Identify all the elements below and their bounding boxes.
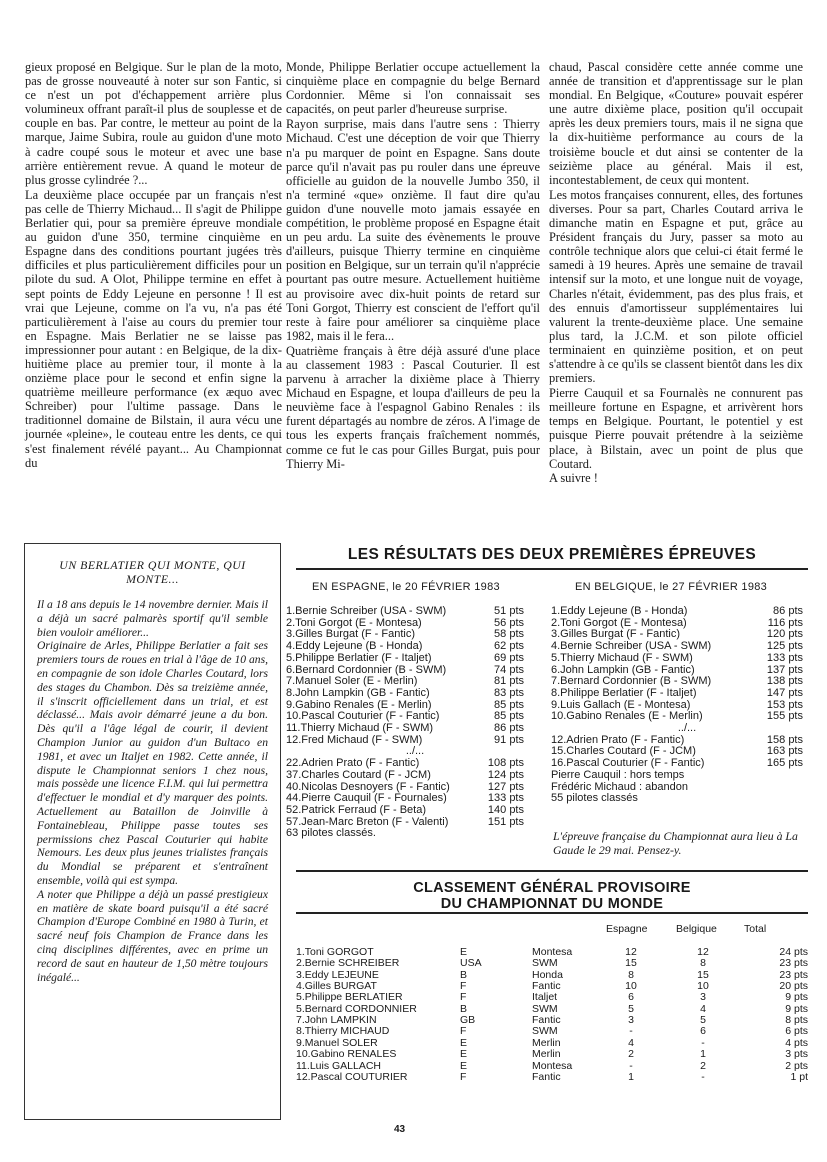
result-row [551,688,803,700]
result-points: 125 pts [766,640,803,653]
standing-rider: 9.Manuel SOLER [296,1036,378,1049]
result-points: 124 pts [487,768,524,781]
result-rider: 6.John Lampkin (GB - Fantic) [551,663,695,676]
standing-nation: E [460,1036,468,1049]
result-rider: 11.Thierry Michaud (F - SWM) [286,722,434,735]
result-rider: 10.Gabino Renales (E - Merlin) [551,710,703,723]
standing-nation: B [460,968,468,981]
article-paragraph: A suivre ! [549,470,598,485]
result-points: 81 pts [494,675,524,688]
header-total: Total [744,923,767,935]
standing-nation: F [460,1025,467,1038]
standing-rider: 2.Bernie SCHREIBER [296,957,400,970]
result-rider: 4.Eddy Lejeune (B - Honda) [286,640,423,653]
standing-belgium: 10 [697,980,709,993]
standing-nation: F [460,991,467,1004]
standing-nation: USA [460,957,482,970]
result-rider: 15.Charles Coutard (F - JCM) [551,745,696,758]
article-paragraph: La deuxième place occupée par un français n'est pas celle de Thierry Michaud... Il s'agit de Philippe Berlatier qui, pour sa première épreuve mondiale au guidon d'une 350, termine cinquième en Espagne dans des conditions pourtant jugées très difficiles et plus particulièrement difficiles pour un pilote du sud. A Olot, Philippe termine en effet à sept points de Eddy Lejeune en personne ! Il est vrai que Lejeune, comme on l'a vu, n'a pas été particulièrement à l'aise au cours du premier tour en Espagne. Mais Berlatier ne se laisse pas impressionner pour autant : en Belgique, de la dix-huitième place au premier tour, il monte à la onzième place pour le second et enfin signe la quatrième meilleure performance (ex æquo avec Schreiber) pour l'ultime passage. Dans le traditionnel domaine de Bilstain, il aura vécu une journée «pleine», le couteau entre les dents, ce qui s'est finalement révélé payant... Au Championnat du [25,187,282,470]
standing-make: Montesa [532,946,573,958]
result-row [286,688,524,700]
standing-total: 8 pts [785,1014,808,1027]
result-rider: 1.Eddy Lejeune (B - Honda) [551,605,688,617]
standing-belgium: 15 [697,968,709,981]
result-points: 165 pts [766,757,803,770]
result-points: 56 pts [494,616,524,629]
header-spain: Espagne [606,923,648,935]
standing-row [296,1071,808,1083]
result-rider: 44.Pierre Cauquil (F - Fournales) [286,792,447,805]
article-paragraph: gieux proposé en Belgique. Sur le plan de la moto, pas de grosse nouveauté à noter sur son Fantic, si ce n'est un pot d'échappement arrière plus volumineux offrant paraît-il plus de souplesse et de couple en bas. Par contre, le metteur au point de la marque, Jaime Subira, roule au guidon d'une moto à cadre coupé sous le moteur et avec une base arrière entièrement revue. A quand le moteur de plus grosse cylindrée ?... [25,60,282,187]
result-rider: 5.Thierry Michaud (F - SWM) [551,651,693,664]
standing-rider: 1.Toni GORGOT [296,946,374,958]
article-paragraph: Quatrième français à être déjà assuré d'une place au classement 1983 : Pascal Couturier. Il est parvenu à arracher la dixième place à Thierry Michaud en Espagne, et loupa d'ailleurs de peu la neuvième face à l'espagnol Gabino Renales : ils furent départagés au nombre de zéros. A l'image de tous les experts français fraîchement nommés, comme ce fut le cas pour Gilles Burgat, puis pour Thierry Mi- [286,343,540,471]
result-rider: 8.Philippe Berlatier (F - Italjet) [551,686,697,699]
result-rider: 3.Gilles Burgat (F - Fantic) [551,628,680,641]
result-rider: 37.Charles Coutard (F - JCM) [286,768,431,781]
standing-spain: 1 [628,1070,634,1083]
standing-belgium: 6 [700,1025,706,1038]
header-belgium: Belgique [676,923,717,935]
result-points: 163 pts [766,745,803,758]
result-rider: 1.Bernie Schreiber (USA - SWM) [286,605,447,617]
result-points: 153 pts [766,698,803,711]
standing-total: 1 pt [790,1070,808,1083]
standing-make: Merlin [532,1048,561,1061]
standing-nation: E [460,1048,468,1061]
standing-make: SWM [532,1002,558,1015]
result-row [286,653,524,665]
result-row [551,711,803,723]
standing-make: SWM [532,1025,558,1038]
standing-spain: 3 [628,1014,634,1027]
standings-title-line2: DU CHAMPIONNAT DU MONDE [440,896,664,912]
result-rider: 16.Pascal Couturier (F - Fantic) [551,757,705,770]
standing-nation: E [460,1059,468,1072]
standing-belgium: - [701,1070,705,1083]
standing-nation: F [460,1070,467,1083]
standing-make: Merlin [532,1036,561,1049]
page-number: 43 [394,1124,406,1135]
standing-total: 3 pts [785,1048,808,1061]
standing-spain: - [629,1025,633,1038]
sidebar-paragraph: Originaire de Arles, Philippe Berlatier a fait ses premiers tours de roues en trial à l'âge de 10 ans, en compagnie de son idole Charles Coutard, lors des stages du Chambon. Dès sa treizième année, il s'inscrit officiellement dans un trial, et est déclassé... Mais avoir démarré jeune a du bon. Dès qu'il a l'âge légal de courir, il devient Champion Junior au guidon d'un Bultaco en 1981, et avec un Italjet en 1982. Cette année, il dispute le Championnat seniors 1 chez nous, mais possède une licence F.I.M. qui lui permettra d'effectuer le mondial et d'y marquer des points. Actuellement au Bataillon de Joinville à Fontainebleau, Philippe passe toutes ses permissions chez Pascal Couturier qui habite Nemours. Les deux plus jeunes trialistes français du Mondial se préparent et s'entraînent ensemble, voilà qui est sympa. [37,639,268,887]
result-rider: 5.Philippe Berlatier (F - Italjet) [286,651,432,664]
result-rider: 52.Patrick Ferraud (F - Beta) [286,803,426,816]
standing-spain: 6 [628,991,634,1004]
result-points: 74 pts [494,663,524,676]
result-row [286,606,524,618]
sidebar-paragraph: A noter que Philippe a déjà un passé prestigieux en matière de skate board puisqu'il a été sacré Champion d'Europe Combiné en 1980 à Turin, et sacré neuf fois Champion de France dans les cinq disciplines différentes, avec en prime un record de saut en hauteur de 1,50 mètre toujours inégalé... [37,887,268,984]
standing-row [296,1060,808,1072]
standing-row [296,991,808,1003]
sidebar-paragraph: Il a 18 ans depuis le 14 novembre dernier. Mais il a déjà un sacré palmarès sportif qu'il semble bien vouloir améliorer... [37,598,268,639]
standing-make: Fantic [532,1070,561,1083]
standings-title [296,880,808,912]
result-points: 86 pts [773,605,803,617]
result-row [551,606,803,618]
standing-total: 23 pts [779,957,808,970]
sidebar-box [24,543,281,1120]
standing-total: 2 pts [785,1059,808,1072]
result-points: 140 pts [487,803,524,816]
standing-spain: 10 [625,980,637,993]
belgium-heading: EN BELGIQUE, le 27 FÉVRIER 1983 [575,581,768,593]
result-note: Frédéric Michaud : abandon [551,780,688,793]
standing-make: Honda [532,968,563,981]
article-paragraph: chaud, Pascal considère cette année comme une année de transition et d'apprentissage sur le plan mondial. En Belgique, «Couture» pouvait espérer une autre dixième place, position qu'il occupait après les deux premiers tours, mais il ne signa que la dix-huitième performance au cours de la troisième boucle et dut ainsi se contenter de la seizième place au général. Mais il est, incontestablement, de ceux qui montent. [549,60,803,187]
results-footnote: L'épreuve française du Championnat aura lieu à La Gaude le 29 mai. Pensez-y. [553,829,798,857]
result-points: 137 pts [766,663,803,676]
standing-spain: 5 [628,1002,634,1015]
result-points: 138 pts [766,675,803,688]
standing-row [296,1037,808,1049]
standing-row [296,969,808,981]
result-points: 158 pts [766,733,803,746]
standing-row [296,1003,808,1015]
result-rider: 10.Pascal Couturier (F - Fantic) [286,710,440,723]
results-divider [296,568,808,570]
standing-row [296,957,808,969]
standing-rider: 4.Gilles BURGAT [296,980,377,993]
result-rider: 12.Fred Michaud (F - SWM) [286,733,423,746]
standing-row [296,946,808,958]
result-points: 133 pts [487,792,524,805]
standing-spain: 12 [625,946,637,958]
standing-rider: 10.Gabino RENALES [296,1048,397,1061]
result-points: 120 pts [766,628,803,641]
standing-rider: 7.John LAMPKIN [296,1014,377,1027]
result-points: 133 pts [766,651,803,664]
standing-spain: 4 [628,1036,634,1049]
result-rider: 4.Bernie Schreiber (USA - SWM) [551,640,712,653]
result-rider: 2.Toni Gorgot (E - Montesa) [551,616,687,629]
result-points: 116 pts [767,616,803,629]
result-points: 155 pts [766,710,803,723]
result-points: 108 pts [487,757,524,770]
result-points: 69 pts [494,651,524,664]
result-points: 91 pts [494,733,524,746]
standing-total: 24 pts [779,946,808,958]
standing-belgium: 4 [700,1002,706,1015]
standing-spain: - [629,1059,633,1072]
result-points: 85 pts [494,710,524,723]
article-paragraph: Pierre Cauquil et sa Fournalès ne connurent pas meilleure fortune en Espagne, et arrivèrent hors temps en Belgique. Pourtant, le potentiel y est puisque Pierre pouvait prétendre à la seizième place, à Bilstain, avec un point de plus que Coutard. [549,386,803,471]
standing-make: SWM [532,957,558,970]
article-paragraph: Monde, Philippe Berlatier occupe actuellement la cinquième place en compagnie du belge Bernard Cordonnier. Même si l'on connaissait ses capacités, on peut parler d'heureuse surprise. [286,60,540,117]
article-column-1 [25,60,282,470]
standing-rider: 11.Luis GALLACH [296,1059,382,1072]
standing-rider: 5.Bernard CORDONNIER [296,1002,417,1015]
result-rider: 9.Gabino Renales (E - Merlin) [286,698,432,711]
standing-make: Fantic [532,980,561,993]
results-title: LES RÉSULTATS DES DEUX PREMIÈRES ÉPREUVES [347,546,757,563]
standing-total: 9 pts [785,1002,808,1015]
standing-total: 9 pts [785,991,808,1004]
standing-belgium: 1 [700,1048,706,1061]
result-points: 51 pts [494,605,524,617]
result-rider: 3.Gilles Burgat (F - Fantic) [286,628,415,641]
standing-belgium: 2 [700,1059,706,1072]
standing-belgium: 12 [697,946,709,958]
standing-make: Fantic [532,1014,561,1027]
standing-rider: 3.Eddy LEJEUNE [296,968,379,981]
standing-belgium: 8 [700,957,706,970]
result-row [551,653,803,665]
standing-total: 6 pts [785,1025,808,1038]
standing-belgium: 5 [700,1014,706,1027]
standing-total: 23 pts [779,968,808,981]
article-paragraph: Les motos françaises connurent, elles, des fortunes diverses. Pour sa part, Charles Coutard arriva le dimanche matin en Espagne et put, grâce au Président français du Jury, passer sa moto au contrôle technique alors que celui-ci était fermé le samedi à 19 heures. Après une semaine de travail intensif sur la moto, et une longue nuit de voyage, Charles n'était, évidemment, pas des plus frais, et des ennuis d'amortisseur supplémentaires lui valurent la trente-deuxième place. Une semaine plus tard, la J.C.M. et son pilote officiel terminaient en quinzième position, et on peut s'attendre à ce qu'ils se classent bientôt dans les dix premiers. [549,187,803,386]
standing-row [296,1025,808,1037]
result-points: 83 pts [494,686,524,699]
result-rider: 7.Bernard Cordonnier (B - SWM) [551,675,712,688]
article-column-3 [549,60,803,485]
standing-row [296,1048,808,1060]
standing-nation: GB [460,1014,476,1027]
standings-title-underline [296,912,808,914]
standing-nation: F [460,980,467,993]
standing-spain: 2 [628,1048,634,1061]
spain-heading: EN ESPAGNE, le 20 FÉVRIER 1983 [312,581,500,593]
result-points: 151 pts [487,815,524,828]
standing-belgium: 3 [700,991,706,1004]
result-rider: 8.John Lampkin (GB - Fantic) [286,686,430,699]
result-rider: 57.Jean-Marc Breton (F - Valenti) [286,815,449,828]
result-points: 58 pts [494,628,524,641]
standing-row [296,980,808,992]
standing-total: 4 pts [785,1036,808,1049]
standing-row [296,1014,808,1026]
result-points: 62 pts [494,640,524,653]
result-rider: 6.Bernard Cordonnier (B - SWM) [286,663,447,676]
result-points: 86 pts [494,722,524,735]
spain-results-list [286,606,524,840]
standing-rider: 5.Philippe BERLATIER [296,991,403,1004]
standing-make: Montesa [532,1059,573,1072]
result-row [286,723,524,735]
standing-nation: E [460,946,468,958]
result-row [286,735,524,747]
result-row [286,805,524,817]
standing-belgium: - [701,1036,705,1049]
result-note: 55 pilotes classés [551,792,638,805]
result-rider: 9.Luis Gallach (E - Montesa) [551,698,691,711]
result-rider: 12.Adrien Prato (F - Fantic) [551,733,685,746]
standings-divider [296,870,808,872]
result-rider: 40.Nicolas Desnoyers (F - Fantic) [286,780,450,793]
standing-make: Italjet [532,991,558,1004]
article-column-2 [286,60,540,471]
result-classified: 63 pilotes classés. [286,827,376,840]
result-points: 127 pts [487,780,524,793]
result-row [286,770,524,782]
article-paragraph: Rayon surprise, mais dans l'autre sens : Thierry Michaud. C'est une déception de voir que Thierry n'a pu marquer de point en Espagne. Sans doute parce qu'il n'avait pas pu rouler dans une épreuve officielle au guidon de la nouvelle Jumbo 350, il n'a terminé «que» onzième. Il faut dire qu'au guidon d'une nouvelle moto jamais essayée en compétition, le problème proposé en Espagne était un peu ardu. La suite des évènements le prouve d'ailleurs, puisque Thierry termine en cinquième position en Belgique, sur un terrain qu'il n'apprécie pourtant pas outre mesure. Actuellement huitième au provisoire avec dix-huit points de retard sur Toni Gorgot, Thierry est conscient de l'effort qu'il reste à faire pour améliorer sa cinquième place 1982, mais il le fera... [286,117,540,343]
result-points: 85 pts [494,698,524,711]
standing-total: 20 pts [779,980,808,993]
standing-nation: B [460,1002,468,1015]
standing-spain: 8 [628,968,634,981]
result-ellipsis: ../... [677,722,697,735]
result-rider: 2.Toni Gorgot (E - Montesa) [286,616,422,629]
belgium-results-list [551,606,803,805]
standings-title-line1: CLASSEMENT GÉNÉRAL PROVISOIRE [413,880,691,896]
result-points: 147 pts [766,686,803,699]
standing-spain: 15 [625,957,637,970]
sidebar-title: UN BERLATIER QUI MONTE, QUI MONTE... [59,558,246,586]
result-ellipsis: ../... [405,745,425,758]
standing-rider: 8.Thierry MICHAUD [296,1025,390,1038]
result-rider: 22.Adrien Prato (F - Fantic) [286,757,420,770]
result-rider: 7.Manuel Soler (E - Merlin) [286,675,418,688]
result-note: Pierre Cauquil : hors temps [551,768,685,781]
standing-rider: 12.Pascal COUTURIER [296,1070,408,1083]
